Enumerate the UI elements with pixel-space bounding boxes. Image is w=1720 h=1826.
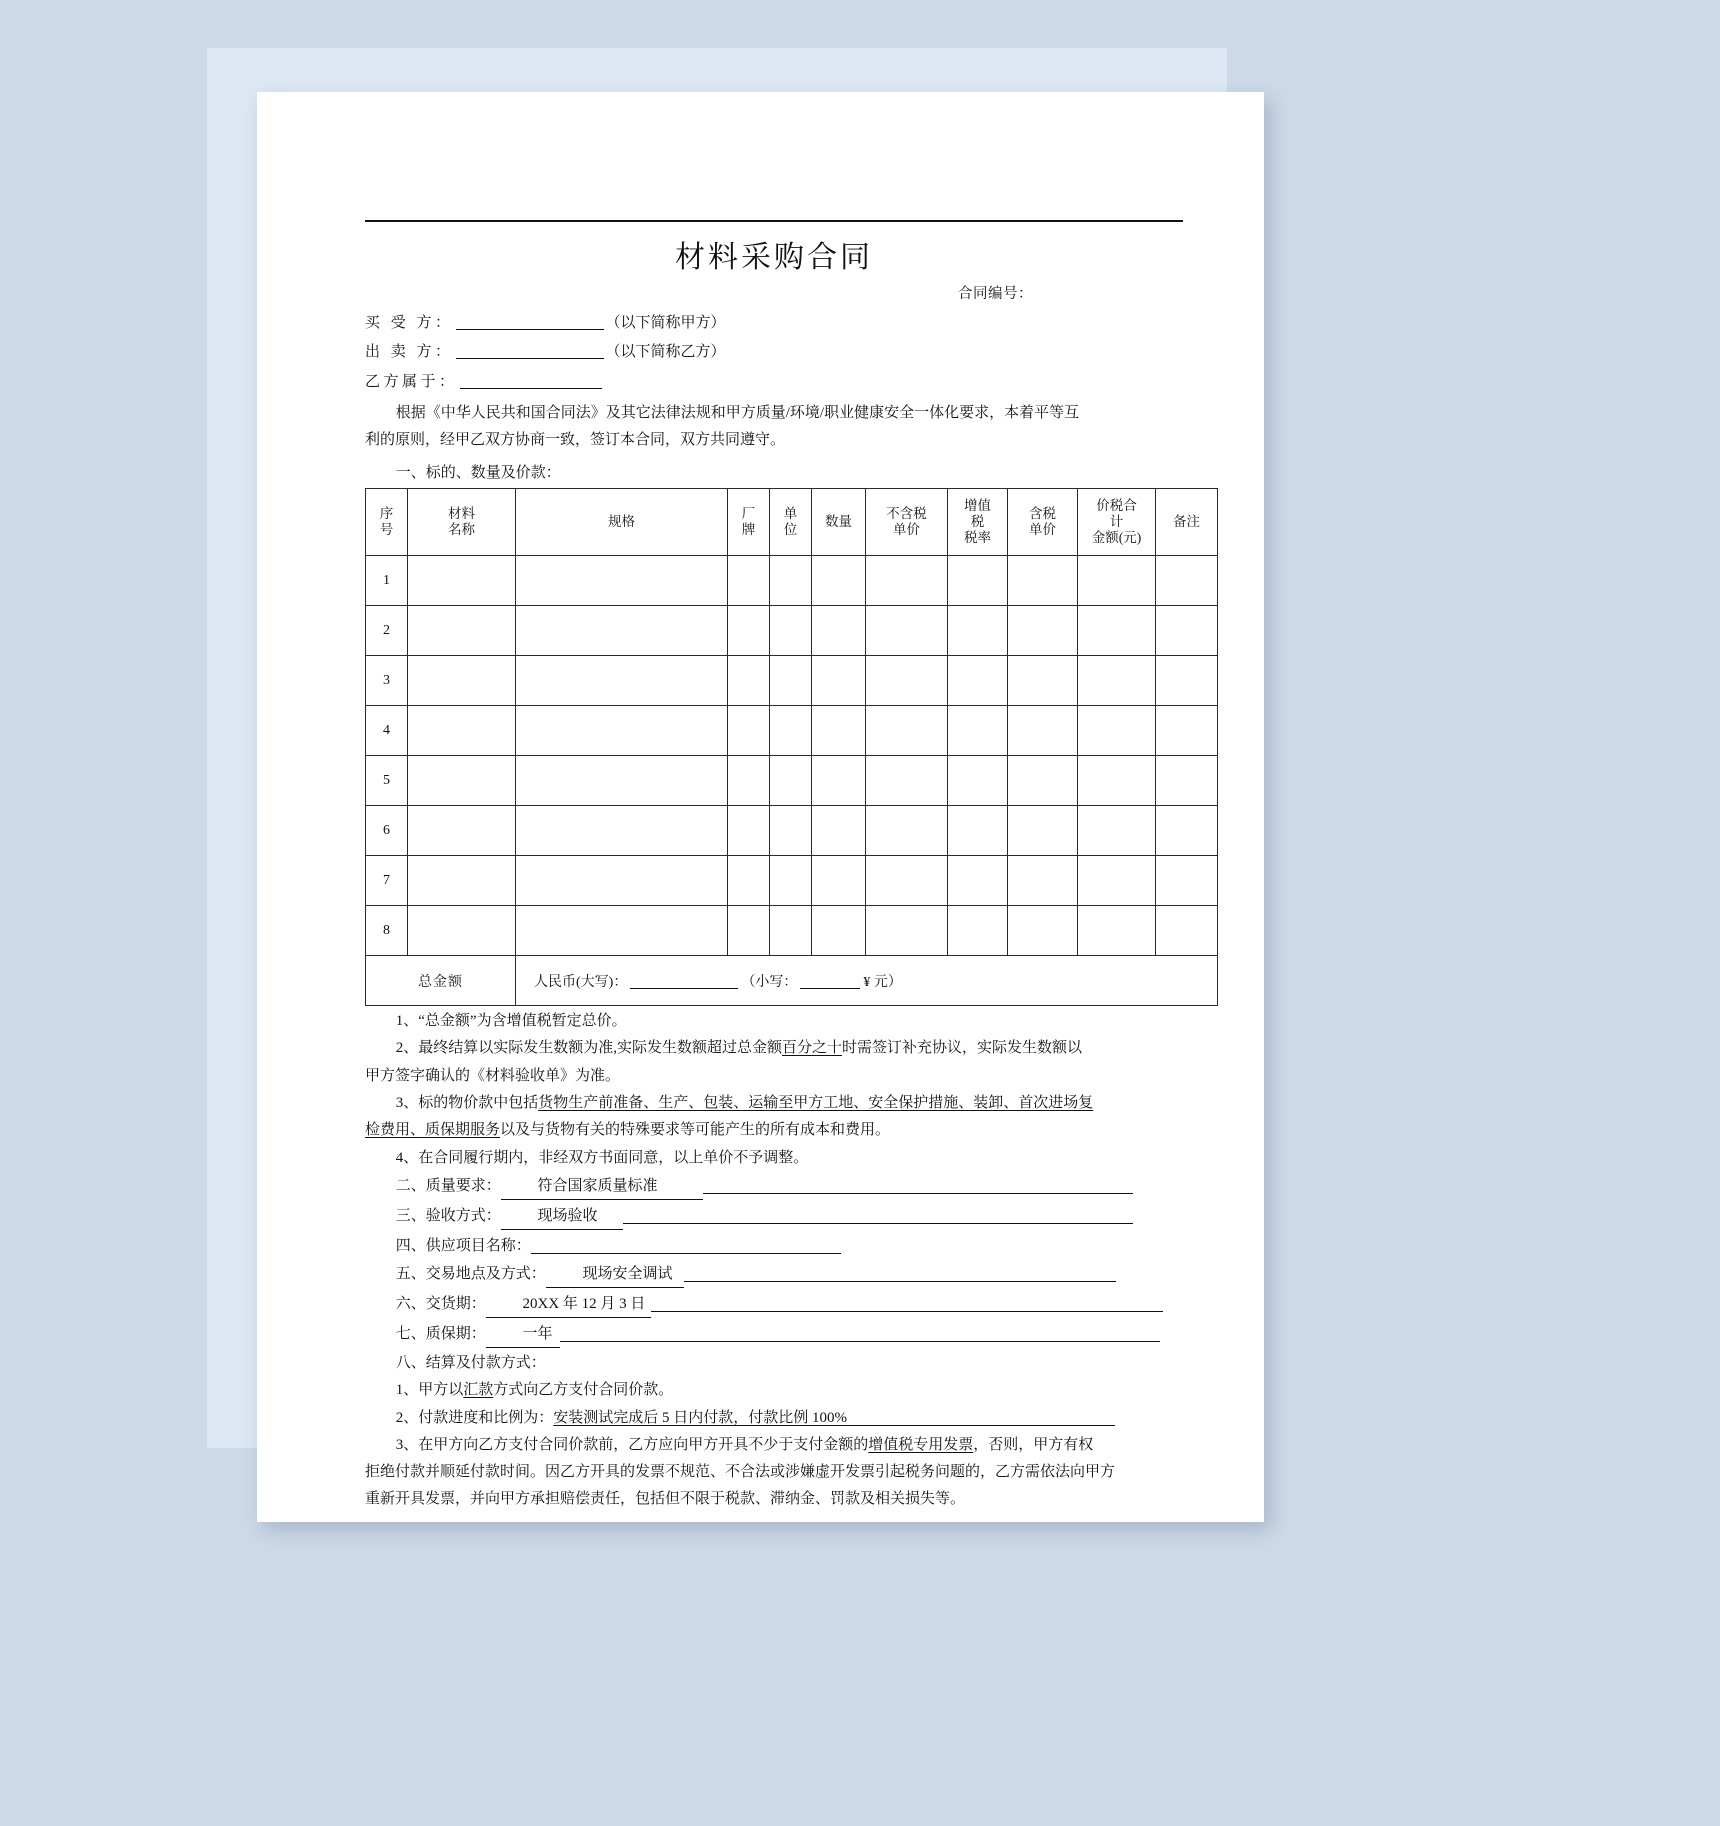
clause-2-line-2: 甲方签字确认的《材料验收单》为准。 xyxy=(365,1067,621,1084)
term-place-method-label: 五、交易地点及方式： xyxy=(395,1265,546,1282)
payment-clause-3 xyxy=(365,1433,1183,1457)
cell-brand[interactable] xyxy=(728,856,770,906)
cell-unit[interactable] xyxy=(770,756,812,806)
clause-2 xyxy=(365,1036,1183,1060)
cell-spec[interactable] xyxy=(516,656,728,706)
total-amount-value[interactable] xyxy=(516,956,1218,1006)
document-page xyxy=(257,92,1264,1522)
cell-seq: 1 xyxy=(366,556,408,606)
cell-seq: 7 xyxy=(366,856,408,906)
cell-spec[interactable] xyxy=(516,906,728,956)
cell-quantity[interactable] xyxy=(812,606,866,656)
cell-seq: 8 xyxy=(366,906,408,956)
party-row-seller xyxy=(365,342,1183,362)
table-row xyxy=(366,556,1218,606)
term-delivery-date-label: 六、交货期： xyxy=(395,1295,486,1312)
cell-material-name[interactable] xyxy=(408,756,516,806)
cell-total-amount[interactable] xyxy=(1078,706,1156,756)
term-acceptance-rest[interactable] xyxy=(623,1205,1133,1224)
table-row xyxy=(366,656,1218,706)
cell-note[interactable] xyxy=(1156,606,1218,656)
cell-quantity[interactable] xyxy=(812,556,866,606)
term-warranty-label: 七、质保期： xyxy=(395,1325,486,1342)
cell-note[interactable] xyxy=(1156,706,1218,756)
term-warranty-value[interactable]: 一年 xyxy=(486,1322,560,1348)
payment-clause-3-line-2: 拒绝付款并顺延付款时间。因乙方开具的发票不规范、不合法或涉嫌虚开发票引起税务问题的，乙方需依法向甲方 xyxy=(365,1464,1116,1481)
cell-price-incl-tax[interactable] xyxy=(1008,756,1078,806)
clause-3-line-2 xyxy=(365,1118,1183,1142)
cell-material-name[interactable] xyxy=(408,606,516,656)
cell-vat-rate[interactable] xyxy=(948,606,1008,656)
cell-material-name[interactable] xyxy=(408,556,516,606)
total-amount-label: 总金额 xyxy=(366,956,516,1006)
payment-clause-2 xyxy=(365,1406,1183,1430)
th-unit: 单 位 xyxy=(770,489,812,556)
cell-quantity[interactable] xyxy=(812,656,866,706)
cell-spec[interactable] xyxy=(516,606,728,656)
party-label-seller-type: 乙方属于： xyxy=(365,373,458,390)
payment-clause-3-text-a: 3、在甲方向乙方支付合同价款前，乙方应向甲方开具不少于支付金额的 xyxy=(395,1436,869,1453)
cell-material-name[interactable] xyxy=(408,656,516,706)
term-acceptance-value[interactable]: 现场验收 xyxy=(501,1204,623,1230)
cell-brand[interactable] xyxy=(728,806,770,856)
payment-clause-2-text-a: 2、付款进度和比例为： xyxy=(395,1409,554,1426)
th-price-excl-tax: 不含税 单价 xyxy=(866,489,948,556)
cell-material-name[interactable] xyxy=(408,856,516,906)
cell-brand[interactable] xyxy=(728,606,770,656)
cell-price-incl-tax[interactable] xyxy=(1008,606,1078,656)
term-quality xyxy=(365,1174,1183,1200)
th-spec: 规格 xyxy=(516,489,728,556)
cell-note[interactable] xyxy=(1156,856,1218,906)
cell-total-amount[interactable] xyxy=(1078,556,1156,606)
cell-vat-rate[interactable] xyxy=(948,806,1008,856)
th-vat-rate: 增值 税 税率 xyxy=(948,489,1008,556)
table-row xyxy=(366,806,1218,856)
cell-vat-rate[interactable] xyxy=(948,756,1008,806)
cell-unit[interactable] xyxy=(770,856,812,906)
th-price-incl-tax: 含税 单价 xyxy=(1008,489,1078,556)
section-heading-one: 一、标的、数量及价款： xyxy=(395,465,561,482)
party-label-buyer: 买 受 方： xyxy=(365,315,454,331)
total-suffix-text: ¥ 元） xyxy=(863,974,902,990)
cell-total-amount[interactable] xyxy=(1078,856,1156,906)
party-suffix-seller: （以下简称乙方） xyxy=(605,344,726,361)
clause-2-text-b: 时需签订补充协议，实际发生数额以 xyxy=(842,1040,1083,1057)
cell-seq: 4 xyxy=(366,706,408,756)
table-row xyxy=(366,856,1218,906)
payment-clause-1-text-b: 方式向乙方支付合同价款。 xyxy=(493,1382,674,1399)
party-input-buyer[interactable] xyxy=(456,313,604,330)
term-quality-rest[interactable] xyxy=(703,1175,1133,1194)
term-delivery-date-rest[interactable] xyxy=(651,1293,1163,1312)
th-note: 备注 xyxy=(1156,489,1218,556)
cell-note[interactable] xyxy=(1156,806,1218,856)
term-delivery-date xyxy=(365,1292,1183,1318)
payment-schedule-value[interactable]: 安装测试完成后 5 日内付款，付款比例 100% xyxy=(553,1409,848,1426)
header-rule xyxy=(365,220,1183,222)
term-warranty-rest[interactable] xyxy=(560,1323,1160,1342)
term-acceptance-label: 三、验收方式： xyxy=(395,1207,501,1224)
cell-price-excl-tax[interactable] xyxy=(866,656,948,706)
cell-quantity[interactable] xyxy=(812,856,866,906)
cell-seq: 6 xyxy=(366,806,408,856)
cell-total-amount[interactable] xyxy=(1078,806,1156,856)
cell-price-excl-tax[interactable] xyxy=(866,556,948,606)
cell-price-incl-tax[interactable] xyxy=(1008,806,1078,856)
cell-price-incl-tax[interactable] xyxy=(1008,556,1078,606)
cell-seq: 3 xyxy=(366,656,408,706)
clause-1: 1、“总金额”为含增值税暂定总价。 xyxy=(395,1013,627,1030)
cell-price-excl-tax[interactable] xyxy=(866,706,948,756)
term-place-method-rest[interactable] xyxy=(684,1263,1116,1282)
party-row-seller-type xyxy=(365,372,1183,392)
cell-note[interactable] xyxy=(1156,906,1218,956)
cell-spec[interactable] xyxy=(516,706,728,756)
total-uppercase-input[interactable] xyxy=(630,973,738,989)
goods-table xyxy=(365,488,1218,1006)
term-warranty xyxy=(365,1322,1183,1348)
cell-brand[interactable] xyxy=(728,556,770,606)
table-row xyxy=(366,906,1218,956)
total-lowercase-input[interactable] xyxy=(800,973,860,989)
total-mid-text: （小写： xyxy=(741,974,798,990)
payment-clause-1 xyxy=(365,1378,1183,1402)
table-row xyxy=(366,606,1218,656)
cell-unit[interactable] xyxy=(770,806,812,856)
party-input-seller-type[interactable] xyxy=(460,372,602,389)
cell-seq: 5 xyxy=(366,756,408,806)
clause-2-text-a: 2、最终结算以实际发生数额为准,实际发生数额超过总金额 xyxy=(395,1040,783,1057)
cell-unit[interactable] xyxy=(770,656,812,706)
clause-3-underlined-value-2[interactable]: 检费用、质保期服务 xyxy=(365,1122,501,1139)
clause-4: 4、在合同履行期内，非经双方书面同意，以上单价不予调整。 xyxy=(395,1149,809,1166)
cell-seq: 2 xyxy=(366,606,408,656)
term-place-method-value[interactable]: 现场安全调试 xyxy=(546,1262,684,1288)
term-place-method xyxy=(365,1262,1183,1288)
term-quality-label: 二、质量要求： xyxy=(395,1177,501,1194)
payment-clause-3-line-3: 重新开具发票，并向甲方承担赔偿责任，包括但不限于税款、滞纳金、罚款及相关损失等。 xyxy=(365,1491,966,1508)
clause-3 xyxy=(365,1091,1183,1115)
term-project-name-value[interactable] xyxy=(531,1235,841,1254)
table-total-row xyxy=(366,956,1218,1006)
cell-brand[interactable] xyxy=(728,656,770,706)
cell-price-excl-tax[interactable] xyxy=(866,756,948,806)
cell-vat-rate[interactable] xyxy=(948,656,1008,706)
cell-quantity[interactable] xyxy=(812,906,866,956)
cell-price-incl-tax[interactable] xyxy=(1008,856,1078,906)
cell-vat-rate[interactable] xyxy=(948,556,1008,606)
table-body xyxy=(366,556,1218,1006)
page-title: 材料采购合同 xyxy=(675,241,873,274)
term-project-name xyxy=(365,1234,1183,1258)
cell-spec[interactable] xyxy=(516,856,728,906)
clause-3-text-b: 以及与货物有关的特殊要求等可能产生的所有成本和费用。 xyxy=(500,1122,891,1139)
payment-method-value[interactable]: 汇款 xyxy=(463,1382,494,1399)
party-suffix-buyer: （以下简称甲方） xyxy=(605,315,726,331)
term-quality-value[interactable]: 符合国家质量标准 xyxy=(501,1174,703,1200)
clause-3-text-a: 3、标的物价款中包括 xyxy=(395,1095,539,1112)
cell-price-incl-tax[interactable] xyxy=(1008,706,1078,756)
cell-total-amount[interactable] xyxy=(1078,656,1156,706)
cell-note[interactable] xyxy=(1156,656,1218,706)
cell-unit[interactable] xyxy=(770,906,812,956)
cell-quantity[interactable] xyxy=(812,756,866,806)
preamble-line-1: 根据《中华人民共和国合同法》及其它法律法规和甲方质量/环境/职业健康安全一体化要求，本着平等互 xyxy=(395,404,1080,421)
cell-quantity[interactable] xyxy=(812,806,866,856)
table-row xyxy=(366,756,1218,806)
cell-unit[interactable] xyxy=(770,706,812,756)
cell-price-excl-tax[interactable] xyxy=(866,906,948,956)
clause-3-underlined-value-1[interactable]: 货物生产前准备、生产、包装、运输至甲方工地、安全保护措施、装卸、首次进场复 xyxy=(538,1095,1094,1112)
cell-spec[interactable] xyxy=(516,806,728,856)
cell-brand[interactable] xyxy=(728,706,770,756)
cell-note[interactable] xyxy=(1156,756,1218,806)
payment-schedule-rest[interactable] xyxy=(847,1407,1115,1426)
cell-total-amount[interactable] xyxy=(1078,756,1156,806)
invoice-type-value[interactable]: 增值税专用发票 xyxy=(868,1436,974,1453)
cell-vat-rate[interactable] xyxy=(948,906,1008,956)
cell-total-amount[interactable] xyxy=(1078,606,1156,656)
cell-price-incl-tax[interactable] xyxy=(1008,656,1078,706)
th-seq: 序 号 xyxy=(366,489,408,556)
party-row-buyer xyxy=(365,313,1183,333)
cell-vat-rate[interactable] xyxy=(948,856,1008,906)
page-content xyxy=(365,220,1200,1512)
total-prefix-text: 人民币(大写)： xyxy=(534,974,628,990)
section-heading-eight: 八、结算及付款方式： xyxy=(395,1354,546,1371)
payment-clause-1-text-a: 1、甲方以 xyxy=(395,1382,464,1399)
cell-price-excl-tax[interactable] xyxy=(866,806,948,856)
cell-price-excl-tax[interactable] xyxy=(866,606,948,656)
term-project-name-label: 四、供应项目名称： xyxy=(395,1237,531,1254)
cell-material-name[interactable] xyxy=(408,706,516,756)
cell-total-amount[interactable] xyxy=(1078,906,1156,956)
cell-brand[interactable] xyxy=(728,906,770,956)
party-input-seller[interactable] xyxy=(456,342,604,359)
cell-note[interactable] xyxy=(1156,556,1218,606)
cell-unit[interactable] xyxy=(770,556,812,606)
cell-spec[interactable] xyxy=(516,556,728,606)
th-quantity: 数量 xyxy=(812,489,866,556)
cell-price-incl-tax[interactable] xyxy=(1008,906,1078,956)
th-total-amount: 价税合 计 金额(元) xyxy=(1078,489,1156,556)
table-row xyxy=(366,706,1218,756)
payment-clause-3-text-b: ，否则，甲方有权 xyxy=(973,1436,1094,1453)
cell-brand[interactable] xyxy=(728,756,770,806)
cell-material-name[interactable] xyxy=(408,906,516,956)
table-header-row xyxy=(366,489,1218,556)
preamble-line-2: 利的原则，经甲乙双方协商一致，签订本合同，双方共同遵守。 xyxy=(365,432,786,449)
clause-2-underlined-value[interactable]: 百分之十 xyxy=(782,1040,843,1057)
cell-quantity[interactable] xyxy=(812,706,866,756)
term-delivery-date-value[interactable]: 20XX 年 12 月 3 日 xyxy=(486,1292,652,1318)
cell-vat-rate[interactable] xyxy=(948,706,1008,756)
cell-spec[interactable] xyxy=(516,756,728,806)
contract-number-label: 合同编号： xyxy=(958,286,1033,302)
cell-material-name[interactable] xyxy=(408,806,516,856)
cell-unit[interactable] xyxy=(770,606,812,656)
party-label-seller: 出 卖 方： xyxy=(365,344,454,361)
th-material-name: 材料 名称 xyxy=(408,489,516,556)
cell-price-excl-tax[interactable] xyxy=(866,856,948,906)
term-acceptance xyxy=(365,1204,1183,1230)
th-brand: 厂 牌 xyxy=(728,489,770,556)
